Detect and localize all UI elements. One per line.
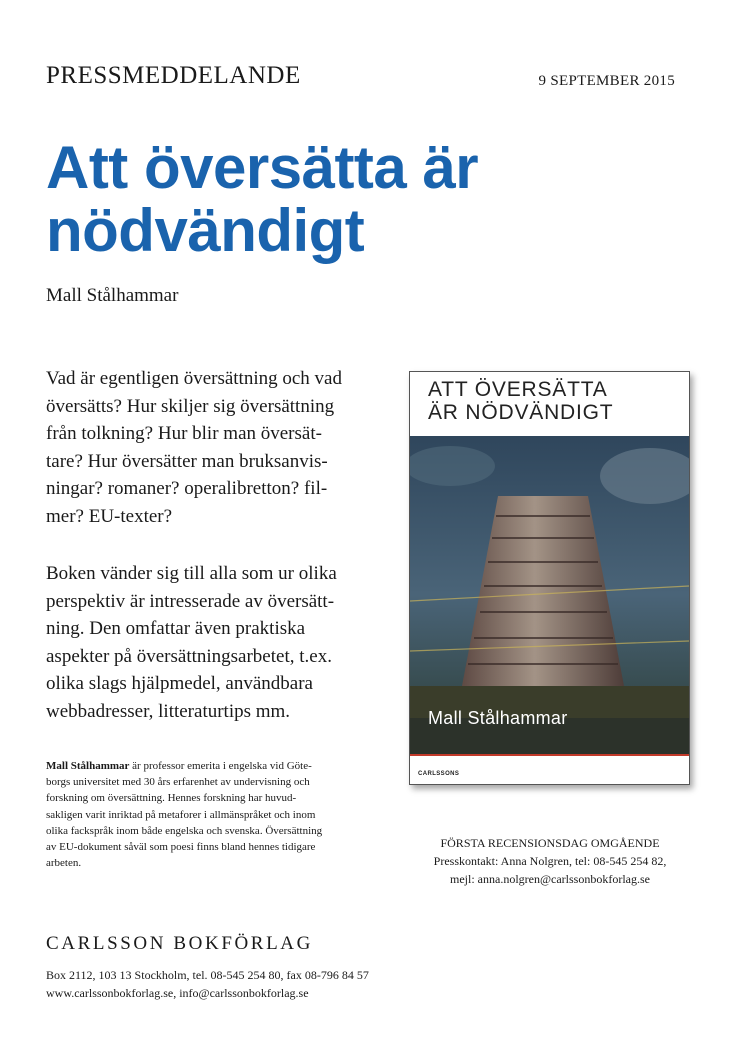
book-cover: [409, 371, 690, 785]
intro-p1-line: tare? Hur översätter man bruksanvis-: [46, 450, 328, 472]
intro-p1-line: översätts? Hur skiljer sig översättning: [46, 395, 335, 417]
intro-p2-line: olika slags hjälpmedel, användbara: [46, 673, 313, 694]
release-date: 9 SEPTEMBER 2015: [538, 73, 675, 89]
bio-author-name: Mall Stålhammar: [46, 760, 130, 772]
intro-p1-line: ningar? romaner? operalibretton? fil-: [46, 478, 328, 499]
publisher-address: [46, 966, 369, 1002]
document-type-label: PRESSMEDDELANDE: [46, 62, 301, 89]
bio-line: borgs universitet med 30 års erfarenhet av undervisning och: [46, 776, 310, 789]
intro-paragraph-2: [46, 560, 376, 725]
intro-p2-line: Boken vänder sig till alla som ur olika: [46, 563, 337, 584]
intro-p2-line: ning. Den omfattar även praktiska: [46, 618, 306, 639]
intro-p1-line: Vad är egentligen översättning och vad: [46, 368, 342, 389]
address-line-1: Box 2112, 103 13 Stockholm, tel. 08-545 254 80, fax 08-796 84 57: [46, 968, 369, 982]
intro-p1-line: mer? EU-texter?: [46, 505, 173, 527]
headline-line-1: Att översätta är: [46, 134, 479, 201]
headline-line-2: nödvändigt: [46, 197, 365, 264]
intro-p2-line: webbadresser, litteraturtips mm.: [46, 700, 291, 722]
intro-p1-line: från tolkning? Hur blir man översät-: [46, 423, 322, 444]
review-date-notice: FÖRSTA RECENSIONSDAG OMGÅENDE: [440, 836, 660, 850]
cover-title-line-2: ÄR NÖDVÄNDIGT: [428, 401, 614, 424]
author-name: Mall Stålhammar: [46, 285, 179, 306]
press-contact-phone: Presskontakt: Anna Nolgren, tel: 08-545 254 82,: [433, 854, 667, 868]
cover-title: [428, 378, 613, 424]
cover-title-line-1: ATT ÖVERSÄTTA: [428, 378, 608, 401]
bio-line: av EU-dokument såväl som poesi finns bland hennes tidigare: [46, 841, 316, 854]
intro-p2-line: aspekter på översättningsarbetet, t.ex.: [46, 645, 332, 667]
press-contact-email: mejl: anna.nolgren@carlssonbokforlag.se: [450, 872, 650, 886]
cover-accent-bar: [410, 754, 689, 756]
bio-line: är professor emerita i engelska vid Göte-: [129, 760, 312, 772]
bio-line: olika fackspråk inom både engelska och svenska. Översättning: [46, 824, 323, 837]
cover-publisher-logo: CARLSSONS: [418, 771, 460, 777]
bio-line: arbeten.: [46, 857, 82, 870]
tower-of-babel-painting: [410, 436, 689, 754]
headline: [46, 136, 686, 262]
bio-line: forskning om översättning. Hennes forskning har huvud-: [46, 792, 297, 805]
publisher-name: CARLSSON BOKFÖRLAG: [46, 933, 313, 954]
author-bio: [46, 758, 366, 871]
intro-p2-line: perspektiv är intresserade av översätt-: [46, 590, 335, 612]
intro-paragraph-1: [46, 365, 376, 530]
cover-author: Mall Stålhammar: [428, 708, 568, 728]
address-line-2: www.carlssonbokforlag.se, info@carlssonbokforlag.se: [46, 986, 309, 1000]
press-contact: [400, 834, 700, 888]
bio-line: sakligen varit inriktad på metaforer i allmänspråket och inom: [46, 808, 316, 821]
